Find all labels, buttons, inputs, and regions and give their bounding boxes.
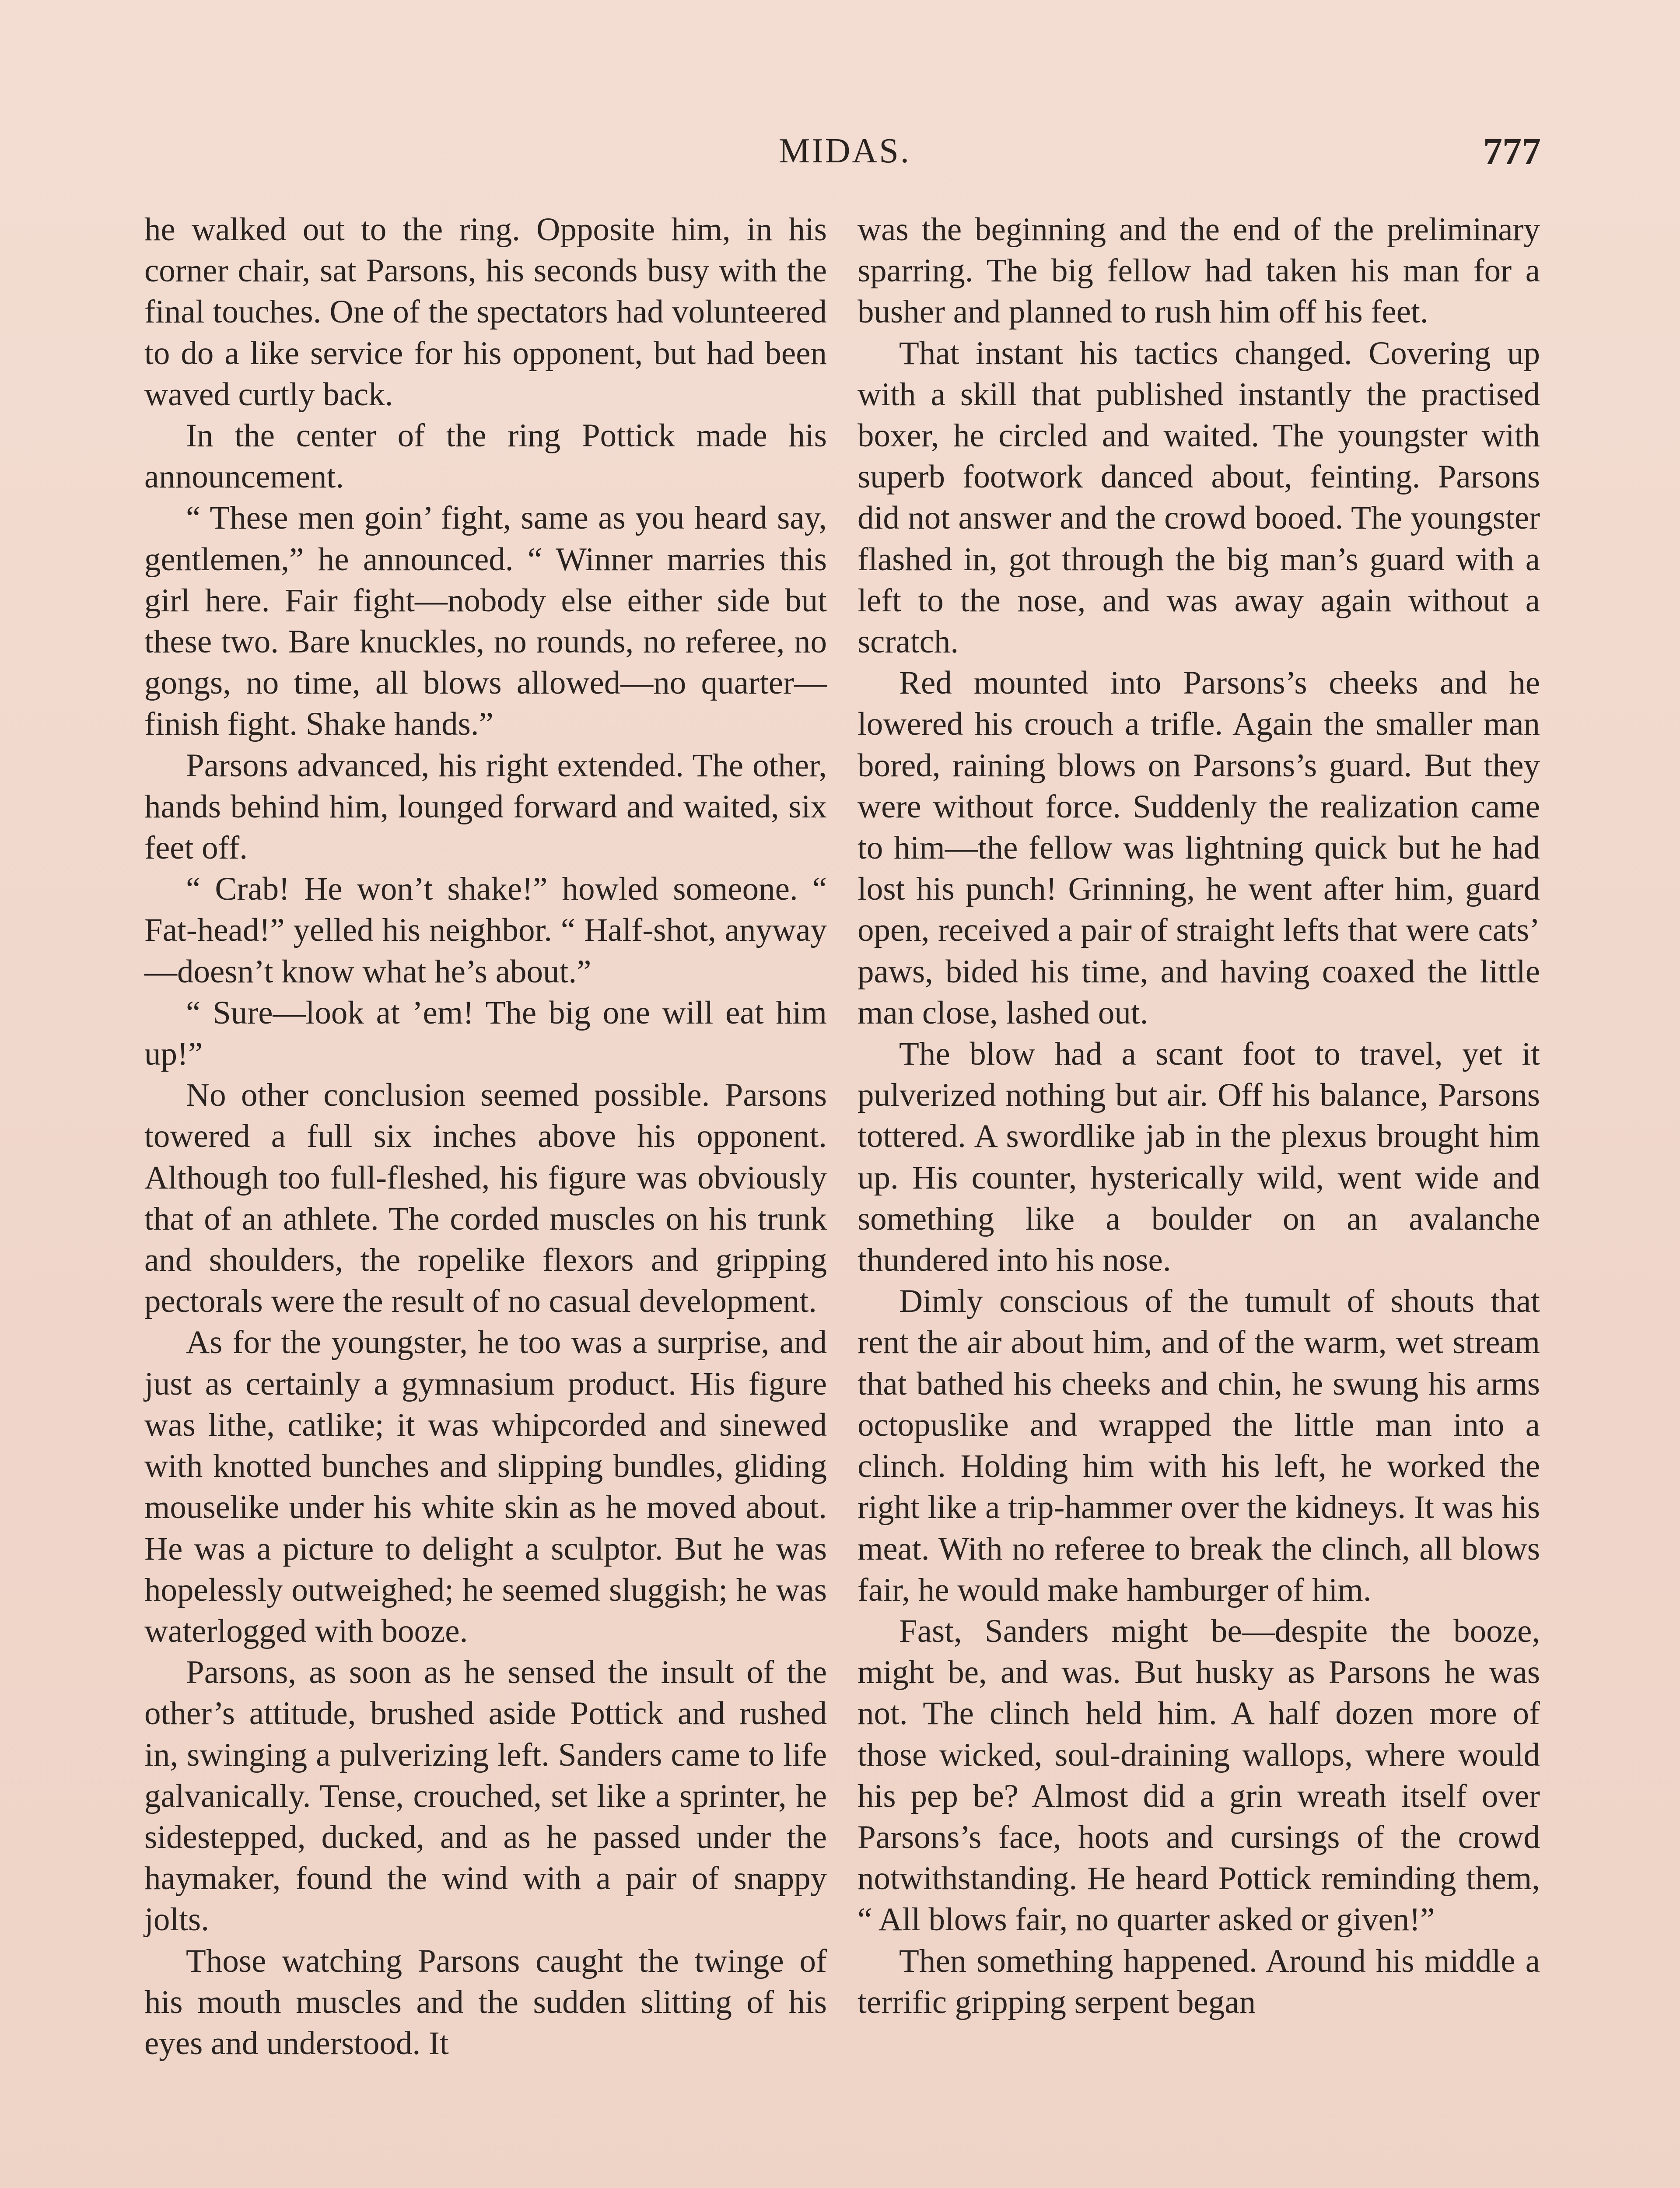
right-column — [858, 209, 1540, 2023]
paragraph: Parsons, as soon as he sensed the insult of the other’s attitude, brushed aside Pottick and rushed in, swinging a pulverizing left. Sanders came to life galvanically. Tense, crouched, set like a sprinter, he sidestepped, ducked, and as he passed under the haymaker, found the wind with a pair of snappy jolts. — [144, 1654, 827, 1938]
paragraph: “ Sure—look at ’em! The big one will eat him up!” — [144, 994, 827, 1073]
paragraph: As for the youngster, he too was a surprise, and just as certainly a gymnasium product. His figure was lithe, catlike; it was whipcorded and sinewed with knotted bunches and slipping bundles, gliding mouselike under his white skin as he moved about. He was a picture to delight a sculptor. But he was hopelessly outweighed; he seemed sluggish; he was waterlogged with booze. — [144, 1324, 827, 1649]
paragraph: No other conclusion seemed possible. Parsons towered a full six inches above his opponent. Although too full-fleshed, his figure was obviously that of an athlete. The corded muscles on his trunk and shoulders, the ropelike flexors and gripping pectorals were the result of no casual development. — [144, 1077, 827, 1320]
paragraph: Dimly conscious of the tumult of shouts that rent the air about him, and of the warm, wet stream that bathed his cheeks and chin, he swung his arms octopuslike and wrapped the little man into a clinch. Holding him with his left, he worked the right like a trip-hammer over the kidneys. It was his meat. With no referee to break the clinch, all blows fair, he would make hamburger of him. — [858, 1283, 1540, 1608]
page-number: 777 — [1483, 130, 1541, 173]
paragraph: The blow had a scant foot to travel, yet it pulverized nothing but air. Off his balance, Parsons tottered. A swordlike jab in the plexus brought him up. His counter, hysterically wild, went wide and something like a boulder on an avalanche thundered into his nose. — [858, 1036, 1540, 1279]
paragraph: “ These men goin’ fight, same as you heard say, gentlemen,” he announced. “ Winner marries this girl here. Fair fight—nobody else either side but these two. Bare knuckles, no rounds, no referee, no gongs, no time, all blows allowed—no quarter—finish fight. Shake hands.” — [144, 500, 827, 743]
paragraph: That instant his tactics changed. Covering up with a skill that published instantly the practised boxer, he circled and waited. The youngster with superb footwork danced about, feinting. Parsons did not answer and the crowd booed. The youngster flashed in, got through the big man’s guard with a left to the nose, and was away again without a scratch. — [858, 335, 1540, 660]
paragraph: Then something happened. Around his middle a terrific gripping serpent began — [858, 1943, 1540, 2020]
left-column — [144, 209, 827, 2064]
running-title: MIDAS. — [779, 132, 911, 170]
paragraph: he walked out to the ring. Opposite him, in his corner chair, sat Parsons, his seconds busy with the final touches. One of the spectators had volunteered to do a like service for his opponent, but had been waved curtly back. — [144, 211, 827, 413]
running-head — [0, 131, 1680, 179]
paragraph: In the center of the ring Pottick made his announcement. — [144, 417, 827, 495]
paragraph: Fast, Sanders might be—despite the booze, might be, and was. But husky as Parsons he was not. The clinch held him. A half dozen more of those wicked, soul-draining wallops, where would his pep be? Almost did a grin wreath itself over Parsons’s face, hoots and cursings of the crowd notwithstanding. He heard Pottick reminding them, “ All blows fair, no quarter asked or given!” — [858, 1613, 1540, 1938]
paragraph: was the beginning and the end of the preliminary sparring. The big fellow had taken his man for a busher and planned to rush him off his feet. — [858, 211, 1540, 330]
paragraph: Red mounted into Parsons’s cheeks and he lowered his crouch a trifle. Again the smaller man bored, raining blows on Parsons’s guard. But they were without force. Suddenly the realization came to him—the fellow was lightning quick but he had lost his punch! Grinning, he went after him, guard open, received a pair of straight lefts that were cats’ paws, bided his time, and having coaxed the little man close, lashed out. — [858, 665, 1540, 1031]
paragraph: Parsons advanced, his right extended. The other, hands behind him, lounged forward and waited, six feet off. — [144, 747, 827, 866]
paragraph: “ Crab! He won’t shake!” howled someone. “ Fat-head!” yelled his neighbor. “ Half-shot, anyway—doesn’t know what he’s about.” — [144, 871, 827, 990]
paragraph: Those watching Parsons caught the twinge of his mouth muscles and the sudden slitting of his eyes and understood. It — [144, 1943, 827, 2062]
